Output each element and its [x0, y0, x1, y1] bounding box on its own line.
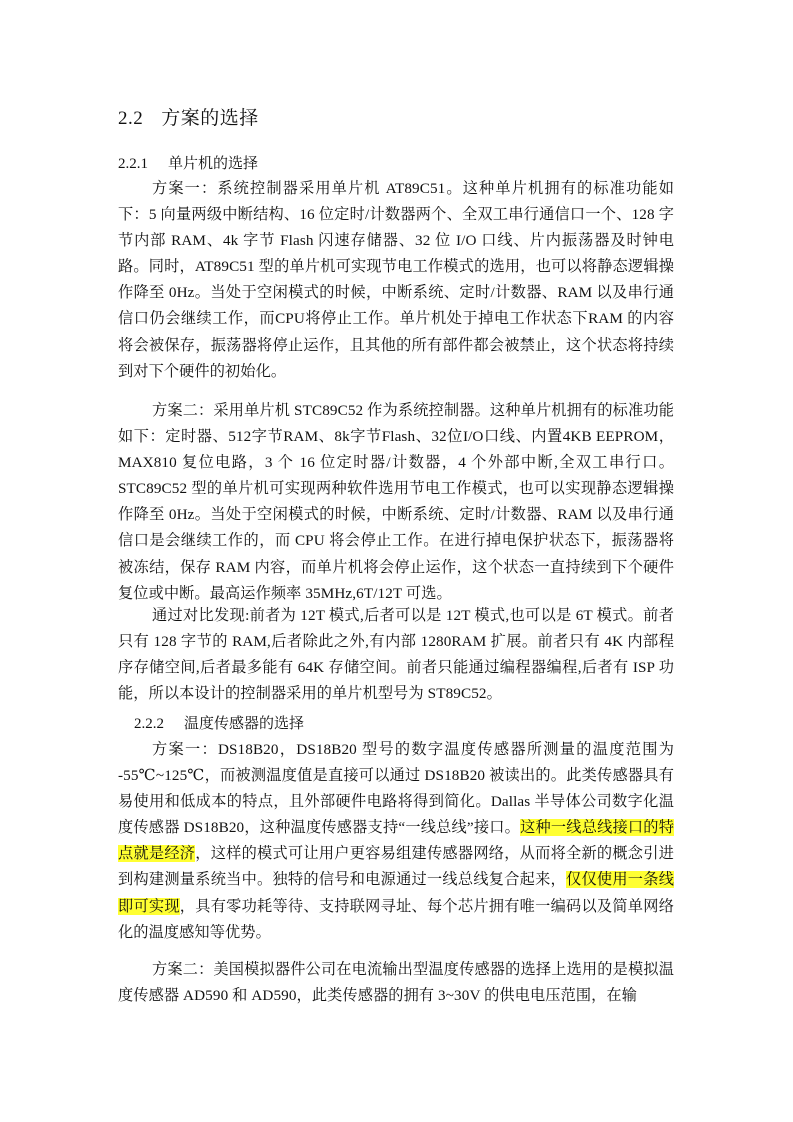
paragraph-text: ，这样的模式可让用户更容易组建传感器网络，从而将全新的概念引进到构建测量系统当中。独特的信号和电源通过一线总线复合起来， [118, 845, 674, 889]
subsection-title: 温度传感器的选择 [184, 716, 305, 732]
subsection-number: 2.2.2 [134, 716, 164, 732]
section-number: 2.2 [118, 108, 144, 129]
subsection-number: 2.2.1 [118, 156, 148, 172]
paragraph-plan-1-mcu: 方案一：系统控制器采用单片机 AT89C51。这种单片机拥有的标准功能如下：5 向量两级中断结构、16 位定时/计数器两个、全双工串行通信口一个、128 字节内部 RAM、4k 字节 Flash 闪速存储器、32 位 I/O 口线、片内振荡器及时钟电路。同时，AT89C51 型的单片机可实现节电工作模式的选用，也可以将静态逻辑操作降至 0Hz。当处于空闲模式的时候，中断系统、定时/计数器、RAM 以及串行通信口仍会继续工作，而CPU将停止工作。单片机处于掉电工作状态下RAM 的内容将会被保存，振荡器将停止运作，且其他的所有部件都会被禁止，这个状态将持续到对下个硬件的初始化。 [118, 180, 674, 380]
subsection-title: 单片机的选择 [168, 156, 259, 172]
paragraph-plan-1-sensor [118, 737, 674, 946]
highlighted-text: 这种一线总线接口的特点就是经济 [118, 819, 674, 863]
paragraph-text: 方案一：DS18B20，DS18B20 型号的数字温度传感器所测量的温度范围为 -55℃~125℃，而被测温度值是直接可以通过 DS18B20 被读出的。此类传感器具有易使用和低成本的特点，且外部硬件电路将得到简化。Dallas 半导体公司数字化温度传感器 DS18B20，这种温度传感器支持“一线总线”接口。 [118, 741, 674, 837]
paragraph-text: ，具有零功耗等待、支持联网寻址、每个芯片拥有唯一编码以及简单网络化的温度感知等优势。 [118, 897, 674, 941]
subsection-heading-sensor [134, 712, 304, 733]
section-heading [118, 103, 259, 130]
paragraph-plan-2-mcu: 方案二：采用单片机 STC89C52 作为系统控制器。这种单片机拥有的标准功能如下：定时器、512字节RAM、8k字节Flash、32位I/O口线、内置4KB EEPROM，MAX810 复位电路，3 个 16 位定时器/计数器，4 个外部中断,全双工串行口。STC89C52 型的单片机可实现两种软件选用节电工作模式，也可以实现静态逻辑操作降至 0Hz。当处于空闲模式的时候，中断系统、定时/计数器、RAM 以及串行通信口是会继续工作的，而 CPU 将会停止工作。在进行掉电保护状态下，振荡器将被冻结，保存 RAM 内容，而单片机将会停止运作，这个状态一直持续到下个硬件复位或中断。最高运作频率 35MHz,6T/12T 可选。 [118, 402, 674, 602]
subsection-heading-mcu [118, 152, 258, 173]
section-title: 方案的选择 [161, 108, 259, 129]
paragraph-plan-2-sensor: 方案二：美国模拟器件公司在电流输出型温度传感器的选择上选用的是模拟温度传感器 AD590 和 AD590，此类传感器的拥有 3~30V 的供电电压范围，在输 [118, 961, 674, 1005]
paragraph-comparison: 通过对比发现:前者为 12T 模式,后者可以是 12T 模式,也可以是 6T 模式。前者只有 128 字节的 RAM,后者除此之外,有内部 1280RAM 扩展。前者只有 4K 内部程序存储空间,后者最多能有 64K 存储空间。前者只能通过编程器编程,后者有 ISP 功能，所以本设计的控制器采用的单片机型号为 ST89C52。 [118, 607, 674, 703]
highlighted-text: 仅仅使用一条线即可实现 [118, 871, 674, 915]
